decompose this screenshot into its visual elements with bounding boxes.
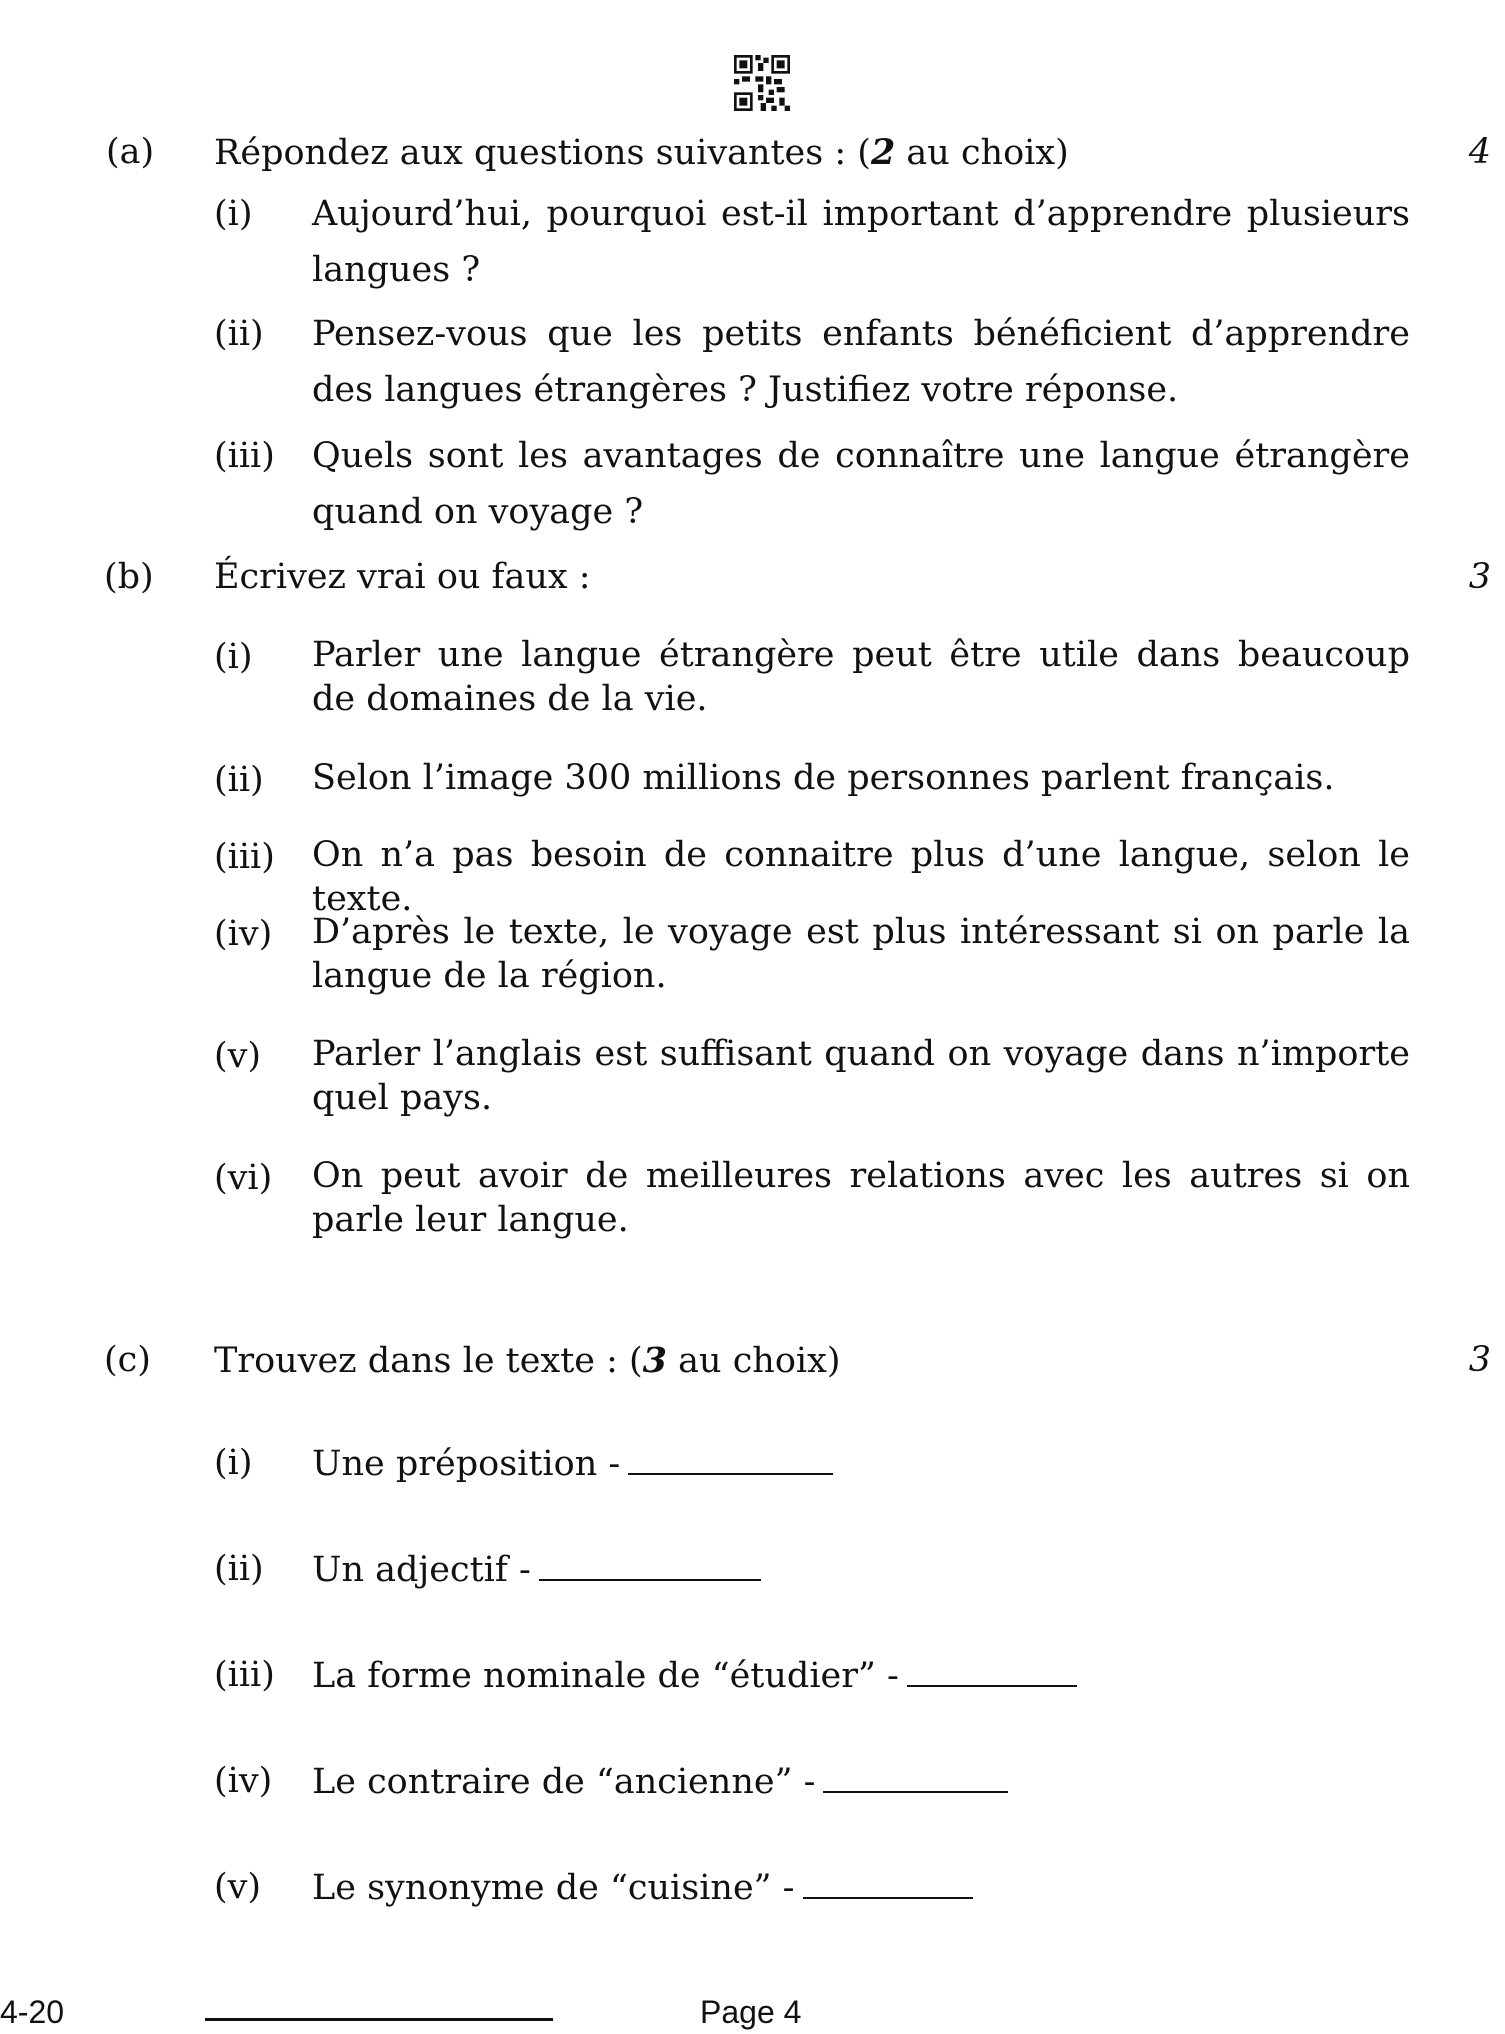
answer-blank[interactable] — [823, 1761, 1008, 1793]
question-text: Pensez-vous que les petits enfants bénéficient d’apprendre des langues étrangères ? Justifiez votre réponse. — [312, 314, 1410, 410]
prompt-text: Un adjectif - — [312, 1550, 531, 1590]
item-number: (iii) — [214, 436, 275, 476]
prompt-text: Le contraire de “ancienne” - — [312, 1762, 816, 1802]
section-a-marks: 4 — [1468, 132, 1491, 172]
statement-text: On n’a pas besoin de connaitre plus d’une langue, selon le texte. — [312, 835, 1410, 919]
statement-text: Selon l’image 300 millions de personnes parlent français. — [312, 758, 1335, 798]
prompt-text: Le synonyme de “cuisine” - — [312, 1868, 795, 1908]
answer-blank[interactable] — [907, 1655, 1077, 1687]
item-number: (iii) — [214, 837, 275, 877]
item-number: (ii) — [214, 314, 264, 354]
item-number: (ii) — [214, 1549, 264, 1589]
page-number: Page 4 — [700, 1994, 802, 2030]
question-text: Quels sont les avantages de connaître une langue étrangère quand on voyage ? — [312, 436, 1410, 532]
statement-text: Parler une langue étrangère peut être utile dans beaucoup de domaines de la vie. — [312, 635, 1410, 719]
footer-divider — [205, 2018, 553, 2021]
instruction-number: 2 — [870, 132, 896, 173]
item-number: (v) — [214, 1036, 262, 1076]
statement-text: Parler l’anglais est suffisant quand on voyage dans n’importe quel pays. — [312, 1034, 1410, 1118]
paper-code: 4-20 — [0, 1994, 65, 2030]
section-a-label: (a) — [106, 132, 155, 172]
item-number: (ii) — [214, 760, 264, 800]
prompt-text: La forme nominale de “étudier” - — [312, 1656, 899, 1696]
statement-text: On peut avoir de meilleures relations avec les autres si on parle leur langue. — [312, 1156, 1410, 1240]
section-a-instruction — [214, 132, 1069, 173]
answer-blank[interactable] — [628, 1443, 833, 1475]
prompt-text: Une préposition - — [312, 1444, 621, 1484]
statement-text: D’après le texte, le voyage est plus intéressant si on parle la langue de la région. — [312, 912, 1410, 996]
section-b-instruction: Écrivez vrai ou faux : — [214, 557, 591, 597]
item-number: (i) — [214, 194, 253, 234]
fill-in-item — [312, 1761, 1008, 1802]
answer-blank[interactable] — [539, 1549, 761, 1581]
instruction-prefix: Répondez aux questions suivantes : ( — [214, 133, 871, 173]
section-c-instruction — [214, 1340, 841, 1381]
fill-in-item — [312, 1867, 973, 1908]
instruction-prefix: Trouvez dans le texte : ( — [214, 1341, 643, 1381]
instruction-number: 3 — [642, 1340, 668, 1381]
section-c-marks: 3 — [1468, 1340, 1491, 1380]
item-number: (i) — [214, 1443, 253, 1483]
fill-in-item — [312, 1655, 1077, 1696]
instruction-suffix: au choix) — [895, 133, 1069, 173]
item-number: (vi) — [214, 1158, 273, 1198]
item-number: (iii) — [214, 1655, 275, 1695]
fill-in-item — [312, 1549, 761, 1590]
item-number: (iv) — [214, 1761, 273, 1801]
qr-code-icon — [734, 55, 790, 111]
section-b-marks: 3 — [1468, 557, 1491, 597]
item-number: (i) — [214, 637, 253, 677]
question-text: Aujourd’hui, pourquoi est-il important d’apprendre plusieurs langues ? — [312, 194, 1410, 290]
section-b-label: (b) — [104, 557, 154, 597]
instruction-suffix: au choix) — [667, 1341, 841, 1381]
item-number: (v) — [214, 1867, 262, 1907]
item-number: (iv) — [214, 914, 273, 954]
answer-blank[interactable] — [803, 1867, 973, 1899]
fill-in-item — [312, 1443, 833, 1484]
section-c-label: (c) — [104, 1340, 151, 1380]
